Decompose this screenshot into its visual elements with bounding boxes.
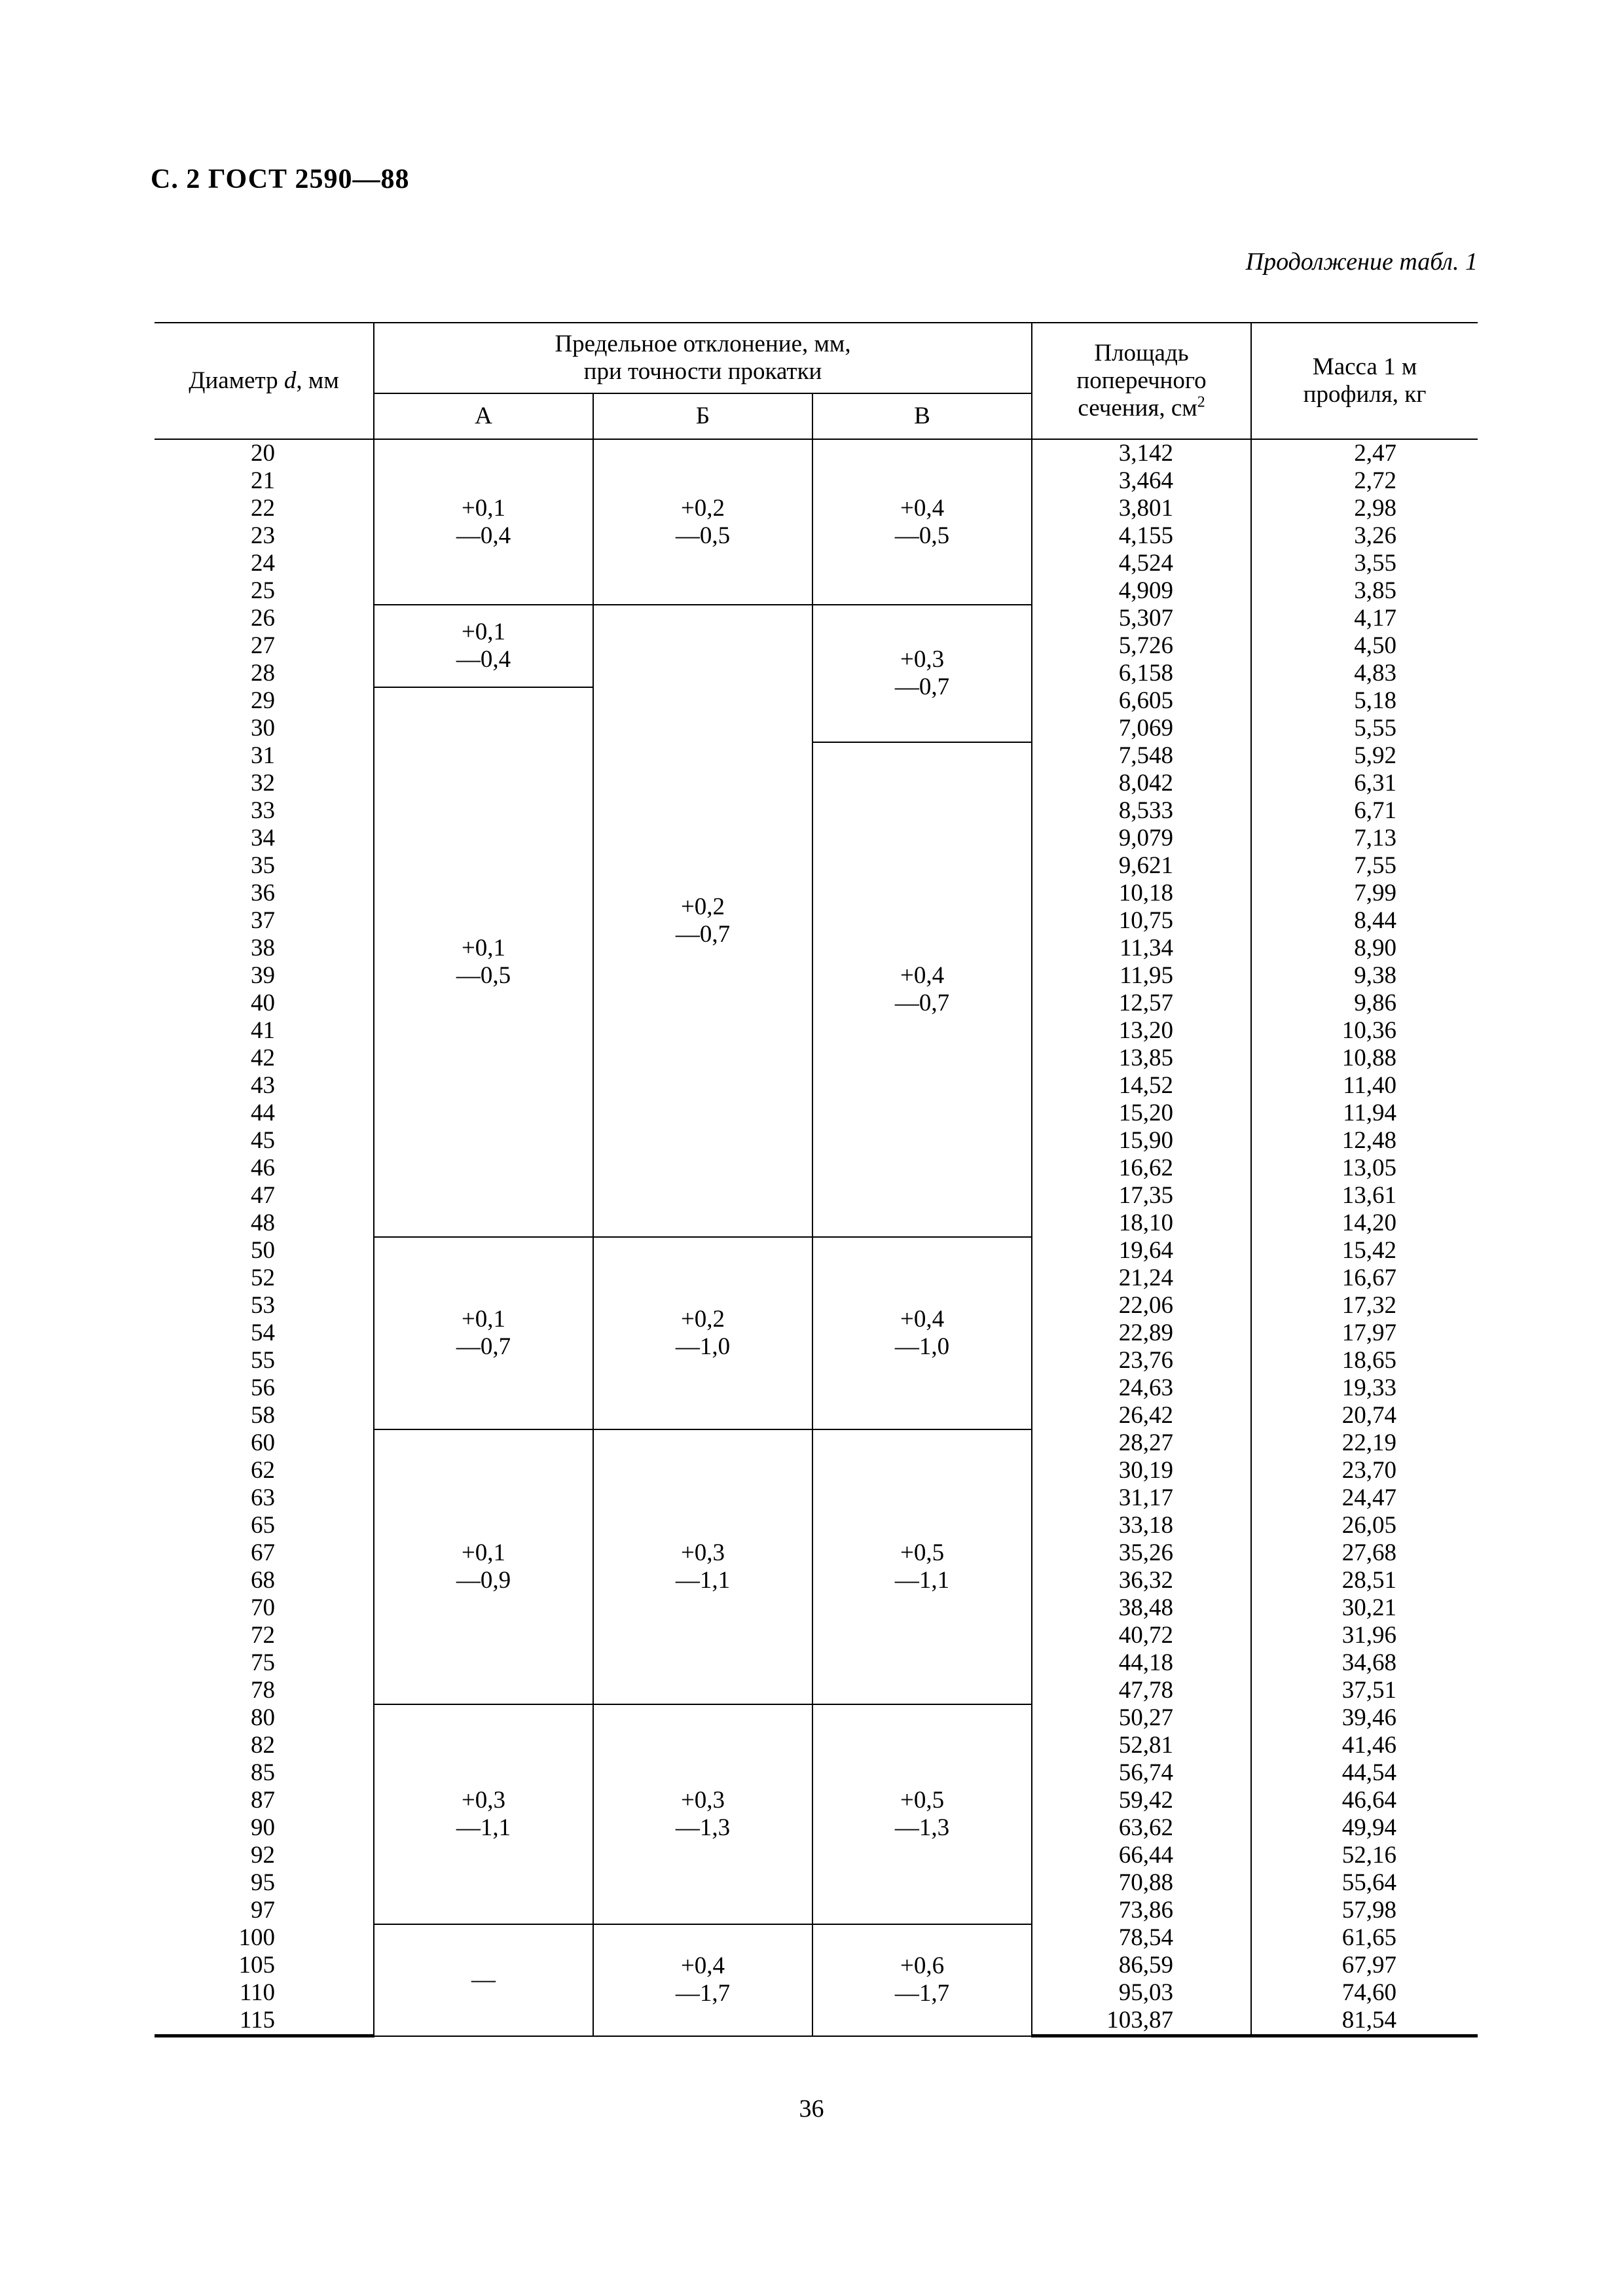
cell-area: 7,069 [1032,715,1251,742]
table-row [155,439,1478,467]
cell-area: 73,86 [1032,1897,1251,1924]
cell-mass: 3,55 [1251,550,1478,577]
cell-mass: 5,55 [1251,715,1478,742]
cell-diameter: 63 [155,1484,374,1512]
cell-area: 8,042 [1032,770,1251,797]
tolerance-cell-v [812,1924,1032,2036]
cell-area: 23,76 [1032,1347,1251,1374]
tolerance-lower: —1,3 [894,1814,950,1841]
table-row [155,1429,1478,1457]
cell-mass: 17,97 [1251,1319,1478,1347]
cell-mass: 11,40 [1251,1072,1478,1100]
cell-diameter: 75 [155,1649,374,1677]
tolerance-cell-a [374,687,593,1237]
tolerance-upper: +0,2 [680,893,725,920]
header-area: Площадь поперечного сечения, $см^2$ [1032,323,1251,439]
cell-mass: 57,98 [1251,1897,1478,1924]
tolerance-lower: —0,5 [894,522,950,549]
tolerance-upper: +0,6 [900,1952,945,1980]
cell-mass: 6,31 [1251,770,1478,797]
tolerance-cell-v [812,1429,1032,1704]
tolerance-cell-a [374,1237,593,1429]
cell-diameter: 25 [155,577,374,605]
cell-diameter: 55 [155,1347,374,1374]
cell-diameter: 39 [155,962,374,990]
cell-diameter: 50 [155,1237,374,1265]
cell-area: 35,26 [1032,1539,1251,1567]
cell-area: 14,52 [1032,1072,1251,1100]
tolerance-upper: +0,1 [461,494,506,522]
tolerance-upper: +0,1 [461,935,506,961]
cell-diameter: 62 [155,1457,374,1484]
cell-area: 16,62 [1032,1155,1251,1182]
header-accuracy-a: А [374,393,593,439]
tolerance-lower: —1,1 [894,1567,950,1594]
header-mass: Масса 1 м профиля, кг [1251,323,1478,439]
cell-area: 26,42 [1032,1402,1251,1429]
cell-area: 40,72 [1032,1622,1251,1649]
cell-area: 4,909 [1032,577,1251,605]
cell-area: 5,726 [1032,632,1251,660]
cell-mass: 4,83 [1251,660,1478,687]
cell-diameter: 38 [155,935,374,962]
cell-mass: 8,44 [1251,907,1478,935]
tolerance-lower: —0,7 [675,921,731,948]
cell-area: 30,19 [1032,1457,1251,1484]
cell-diameter: 32 [155,770,374,797]
tolerance-lower: —0,9 [456,1567,511,1594]
tolerance-lower: —0,7 [456,1333,511,1360]
cell-mass: 61,65 [1251,1924,1478,1952]
tolerance-cell-b [593,1924,812,2036]
cell-area: 38,48 [1032,1594,1251,1622]
cell-mass: 4,17 [1251,605,1478,632]
cell-mass: 49,94 [1251,1814,1478,1842]
cell-diameter: 54 [155,1319,374,1347]
cell-area: 103,87 [1032,2007,1251,2036]
cell-diameter: 37 [155,907,374,935]
cell-mass: 44,54 [1251,1759,1478,1787]
tolerance-upper: +0,3 [900,646,945,673]
tolerance-upper: +0,1 [461,1539,506,1566]
cell-diameter: 35 [155,852,374,880]
tolerance-cell-b [593,1237,812,1429]
cell-mass: 2,47 [1251,439,1478,467]
cell-area: 47,78 [1032,1677,1251,1704]
cell-area: 12,57 [1032,990,1251,1017]
cell-mass: 16,67 [1251,1265,1478,1292]
header-accuracy-b: Б [593,393,812,439]
cell-mass: 20,74 [1251,1402,1478,1429]
cell-mass: 41,46 [1251,1732,1478,1759]
tolerance-upper: +0,2 [680,494,725,522]
cell-area: 52,81 [1032,1732,1251,1759]
table-row [155,1704,1478,1732]
cell-diameter: 20 [155,439,374,467]
cell-diameter: 40 [155,990,374,1017]
cell-area: 6,605 [1032,687,1251,715]
cell-diameter: 33 [155,797,374,825]
cell-area: 7,548 [1032,742,1251,770]
cell-mass: 7,99 [1251,880,1478,907]
cell-diameter: 97 [155,1897,374,1924]
tolerance-cell-b [593,439,812,605]
cell-area: 9,621 [1032,852,1251,880]
tolerance-lower: —0,5 [456,962,511,989]
cell-area: 13,20 [1032,1017,1251,1045]
tolerance-lower: —1,7 [894,1980,950,2007]
cell-mass: 26,05 [1251,1512,1478,1539]
cell-mass: 10,88 [1251,1045,1478,1072]
tolerance-cell-v [812,439,1032,605]
cell-mass: 12,48 [1251,1127,1478,1155]
cell-area: 17,35 [1032,1182,1251,1210]
cell-diameter: 27 [155,632,374,660]
tolerance-cell-a [374,1704,593,1924]
cell-mass: 74,60 [1251,1979,1478,2007]
cell-area: 18,10 [1032,1210,1251,1237]
cell-diameter: 46 [155,1155,374,1182]
cell-mass: 9,38 [1251,962,1478,990]
tolerance-lower: —1,0 [675,1333,731,1360]
cell-diameter: 41 [155,1017,374,1045]
cell-mass: 3,26 [1251,522,1478,550]
tolerance-lower: —1,7 [675,1980,731,2007]
cell-area: 3,801 [1032,495,1251,522]
tolerance-lower: —0,7 [894,990,950,1016]
page-header: С. 2 ГОСТ 2590—88 [151,164,410,194]
cell-diameter: 31 [155,742,374,770]
cell-diameter: 105 [155,1952,374,1979]
cell-diameter: 85 [155,1759,374,1787]
cell-area: 22,89 [1032,1319,1251,1347]
cell-mass: 39,46 [1251,1704,1478,1732]
cell-area: 24,63 [1032,1374,1251,1402]
cell-mass: 4,50 [1251,632,1478,660]
cell-mass: 55,64 [1251,1869,1478,1897]
cell-area: 59,42 [1032,1787,1251,1814]
cell-mass: 6,71 [1251,797,1478,825]
cell-mass: 2,98 [1251,495,1478,522]
cell-area: 3,142 [1032,439,1251,467]
cell-area: 15,20 [1032,1100,1251,1127]
cell-mass: 3,85 [1251,577,1478,605]
cell-diameter: 47 [155,1182,374,1210]
cell-area: 11,95 [1032,962,1251,990]
cell-mass: 7,55 [1251,852,1478,880]
cell-mass: 28,51 [1251,1567,1478,1594]
tolerance-upper: +0,5 [900,1787,945,1814]
cell-mass: 17,32 [1251,1292,1478,1319]
tolerance-upper: +0,4 [900,962,945,989]
cell-diameter: 87 [155,1787,374,1814]
tolerance-cell-b [593,1429,812,1704]
cell-area: 28,27 [1032,1429,1251,1457]
cell-mass: 37,51 [1251,1677,1478,1704]
cell-diameter: 95 [155,1869,374,1897]
cell-diameter: 68 [155,1567,374,1594]
tolerance-cell-v [812,605,1032,742]
table-row [155,1237,1478,1265]
cell-mass: 15,42 [1251,1237,1478,1265]
cell-mass: 18,65 [1251,1347,1478,1374]
cell-diameter: 45 [155,1127,374,1155]
cell-mass: 7,13 [1251,825,1478,852]
cell-mass: 67,97 [1251,1952,1478,1979]
cell-area: 78,54 [1032,1924,1251,1952]
cell-diameter: 43 [155,1072,374,1100]
cell-diameter: 100 [155,1924,374,1952]
tolerance-lower: —1,3 [675,1814,731,1841]
tolerance-upper: +0,4 [680,1952,725,1980]
table-row [155,605,1478,632]
tolerance-cell-b [593,605,812,1237]
cell-area: 44,18 [1032,1649,1251,1677]
cell-mass: 5,18 [1251,687,1478,715]
cell-diameter: 58 [155,1402,374,1429]
cell-diameter: 80 [155,1704,374,1732]
tolerance-upper: +0,3 [680,1539,725,1566]
cell-mass: 22,19 [1251,1429,1478,1457]
cell-mass: 2,72 [1251,467,1478,495]
cell-mass: 11,94 [1251,1100,1478,1127]
continuation-label: Продолжение табл. 1 [1245,248,1478,276]
cell-diameter: 24 [155,550,374,577]
tolerance-cell-a [374,439,593,605]
cell-diameter: 92 [155,1842,374,1869]
cell-diameter: 36 [155,880,374,907]
tolerance-cell-b [593,1704,812,1924]
cell-area: 13,85 [1032,1045,1251,1072]
cell-mass: 10,36 [1251,1017,1478,1045]
tolerance-cell-v [812,742,1032,1237]
header-deviation-group: Предельное отклонение, мм, при точности прокатки [374,323,1032,393]
tolerance-upper: +0,4 [900,494,945,522]
table-row [155,742,1478,770]
tolerance-upper: +0,3 [461,1787,506,1814]
page-number: 36 [799,2095,824,2123]
tolerance-lower: —0,4 [456,522,511,549]
cell-diameter: 29 [155,687,374,715]
cell-diameter: 82 [155,1732,374,1759]
cell-diameter: 65 [155,1512,374,1539]
cell-diameter: 53 [155,1292,374,1319]
cell-area: 21,24 [1032,1265,1251,1292]
cell-mass: 27,68 [1251,1539,1478,1567]
cell-diameter: 30 [155,715,374,742]
cell-diameter: 67 [155,1539,374,1567]
tolerance-lower: —1,1 [675,1567,731,1594]
cell-area: 33,18 [1032,1512,1251,1539]
cell-mass: 13,05 [1251,1155,1478,1182]
tolerance-upper: — [471,1966,496,1994]
cell-mass: 46,64 [1251,1787,1478,1814]
cell-mass: 24,47 [1251,1484,1478,1512]
cell-mass: 23,70 [1251,1457,1478,1484]
cell-diameter: 28 [155,660,374,687]
cell-area: 4,155 [1032,522,1251,550]
cell-area: 10,18 [1032,880,1251,907]
cell-area: 8,533 [1032,797,1251,825]
cell-diameter: 21 [155,467,374,495]
tolerance-upper: +0,4 [900,1306,945,1333]
cell-area: 86,59 [1032,1952,1251,1979]
header-diameter: Диаметр d, мм [155,323,374,439]
cell-area: 22,06 [1032,1292,1251,1319]
cell-area: 5,307 [1032,605,1251,632]
cell-diameter: 44 [155,1100,374,1127]
cell-area: 6,158 [1032,660,1251,687]
cell-area: 36,32 [1032,1567,1251,1594]
cell-area: 70,88 [1032,1869,1251,1897]
tolerance-upper: +0,2 [680,1306,725,1333]
tolerance-upper: +0,3 [680,1787,725,1814]
table-row [155,1924,1478,1952]
cell-area: 31,17 [1032,1484,1251,1512]
cell-area: 66,44 [1032,1842,1251,1869]
cell-area: 11,34 [1032,935,1251,962]
cell-area: 4,524 [1032,550,1251,577]
tolerance-cell-a [374,1429,593,1704]
cell-area: 3,464 [1032,467,1251,495]
cell-area: 15,90 [1032,1127,1251,1155]
cell-diameter: 90 [155,1814,374,1842]
tolerance-lower: —0,5 [675,522,731,549]
tolerance-lower: —0,7 [894,673,950,700]
cell-mass: 31,96 [1251,1622,1478,1649]
tolerance-lower: —1,1 [456,1814,511,1841]
cell-diameter: 110 [155,1979,374,2007]
cell-diameter: 22 [155,495,374,522]
cell-diameter: 72 [155,1622,374,1649]
cell-area: 63,62 [1032,1814,1251,1842]
cell-diameter: 42 [155,1045,374,1072]
tolerance-upper: +0,1 [461,1306,506,1333]
cell-mass: 8,90 [1251,935,1478,962]
cell-mass: 52,16 [1251,1842,1478,1869]
tolerance-cell-v [812,1237,1032,1429]
cell-diameter: 60 [155,1429,374,1457]
cell-area: 10,75 [1032,907,1251,935]
tolerance-upper: +0,5 [900,1539,945,1566]
cell-mass: 19,33 [1251,1374,1478,1402]
cell-mass: 5,92 [1251,742,1478,770]
cell-diameter: 70 [155,1594,374,1622]
cell-mass: 34,68 [1251,1649,1478,1677]
cell-area: 56,74 [1032,1759,1251,1787]
cell-mass: 81,54 [1251,2007,1478,2036]
cell-diameter: 48 [155,1210,374,1237]
cell-mass: 9,86 [1251,990,1478,1017]
cell-diameter: 34 [155,825,374,852]
cell-diameter: 56 [155,1374,374,1402]
tolerance-lower: —0,4 [456,646,511,673]
cell-area: 50,27 [1032,1704,1251,1732]
tolerance-upper: +0,1 [461,619,506,645]
cell-diameter: 78 [155,1677,374,1704]
cell-area: 95,03 [1032,1979,1251,2007]
cell-area: 9,079 [1032,825,1251,852]
tolerance-cell-a [374,1924,593,2036]
cell-diameter: 26 [155,605,374,632]
header-accuracy-v: В [812,393,1032,439]
tolerance-cell-v [812,1704,1032,1924]
cell-diameter: 52 [155,1265,374,1292]
tolerance-lower: —1,0 [894,1333,950,1360]
cell-area: 19,64 [1032,1237,1251,1265]
cell-mass: 13,61 [1251,1182,1478,1210]
cell-mass: 30,21 [1251,1594,1478,1622]
cell-diameter: 115 [155,2007,374,2036]
cell-diameter: 23 [155,522,374,550]
steel-bar-table [155,322,1478,2037]
tolerance-cell-a [374,605,593,687]
cell-mass: 14,20 [1251,1210,1478,1237]
